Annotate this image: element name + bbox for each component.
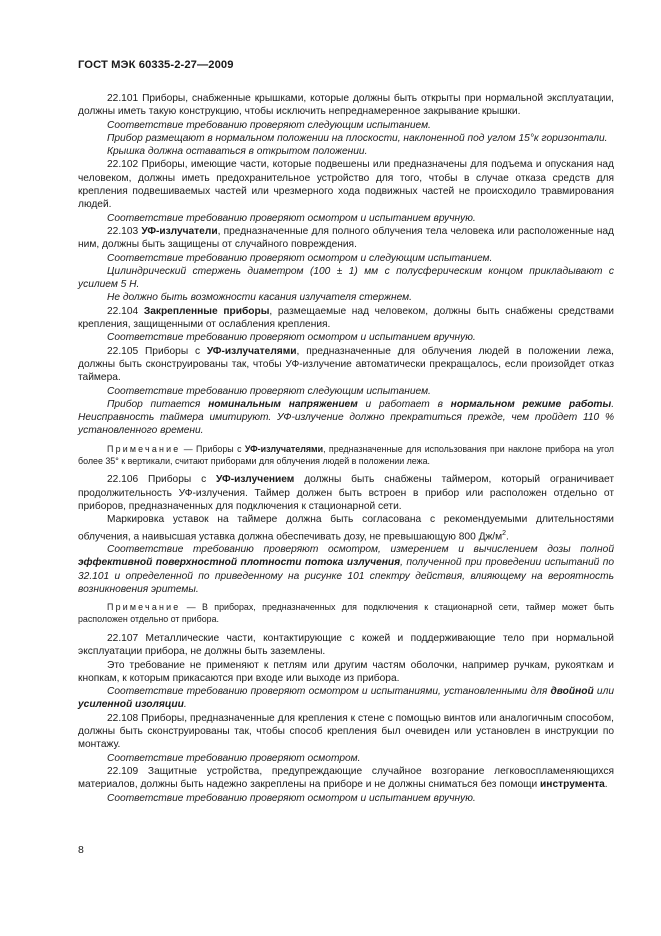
text-run: .	[183, 699, 187, 711]
clause-text: , предназначенные для полного облучения тела человека или расположенные над ним, должны быть защищены от случайного повреждения.	[78, 225, 614, 251]
text-run: Маркировка уставок на таймере должна быть согласована с рекомендуемыми длительностями облучения, а наивысшая уставка должна обеспечивать дозу, не превышающую 800 Дж/м	[78, 514, 614, 542]
compliance-text: Соответствие требованию проверяют следующим испытанием.	[107, 385, 431, 397]
compliance-text: Соответствие требованию проверяют осмотром и следующим испытанием.	[107, 252, 493, 264]
clause-text: , предназначенные для облучения людей в положении лежа, должны быть сконструированы так, чтобы УФ-излучение автоматически прекращалось, если произойдет отказ таймера.	[78, 345, 614, 384]
text-run: .	[506, 530, 509, 542]
text-run: Прибор питается	[107, 398, 209, 410]
term-effective-irradiance: эффективной поверхностной плотности потока излучения	[78, 557, 401, 569]
test-procedure: Прибор размещают в нормальном положении на плоскости, наклоненной под углом 15°к горизонтали.	[107, 132, 608, 144]
clause-22-103	[78, 225, 614, 252]
text-run: Соответствие требованию проверяют осмотром и испытаниями, установленными для	[107, 686, 551, 698]
text-run: , полученной при проведении испытаний по 32.101 и определенной по приведенному на рисунке 101 спектру действия, влияющему на вероятность возникновения эритемы.	[78, 557, 615, 596]
clause-22-104	[78, 305, 614, 332]
term-rated-voltage: номинальным напряжением	[208, 398, 358, 410]
test-procedure: Цилиндрический стержень диаметром (100 ± 1) мм с полусферическим концом прикладывают с усилием 5 Н.	[78, 265, 614, 291]
clause-22-106	[78, 473, 614, 513]
test-procedure	[78, 398, 614, 438]
clause-text: , размещаемые над человеком, должны быть снабжены средствами крепления, защищенными от ослабления крепления.	[78, 305, 614, 331]
note-label: Примечание	[107, 443, 181, 454]
text-run: — Приборы с	[180, 443, 245, 454]
compliance-text: Соответствие требованию проверяют следующим испытанием.	[107, 119, 431, 131]
timer-marking	[78, 513, 614, 543]
term-reinforced-insulation: усиленной изоляции	[78, 699, 184, 711]
document-body	[78, 92, 614, 805]
standard-header: ГОСТ МЭК 60335-2-27—2009	[78, 59, 234, 71]
test-result: Крышка должна оставаться в открытом положении.	[107, 146, 368, 158]
term-tool: инструмента	[540, 779, 605, 791]
term-uv-emitters: УФ-излучатели	[141, 225, 218, 237]
clause-22-108: 22.108 Приборы, предназначенные для крепления к стене с помощью винтов или аналогичным способом, должны быть сконструированы так, чтобы способ крепления был очевиден или установлен в инструкции по монтажу.	[78, 712, 614, 751]
clause-22-109	[78, 765, 614, 792]
text-run: . Неисправность таймера имитируют. УФ-излучение должно прекратиться прежде, чем пройдет 110 % установленного времени.	[78, 398, 615, 437]
clause-number: 22.103	[107, 225, 142, 237]
compliance-text: Соответствие требованию проверяют осмотром и испытанием вручную.	[107, 792, 476, 804]
text-run: 22.106 Приборы с	[107, 474, 217, 486]
clause-22-107: 22.107 Металлические части, контактирующие с кожей и поддерживающие тело при нормальной эксплуатации прибора, не должны быть заземлены.	[78, 632, 614, 658]
term-uv-radiation: УФ-излучением	[216, 474, 295, 486]
test-result: Не должно быть возможности касания излучателя стержнем.	[107, 292, 412, 304]
text-run: .	[604, 779, 608, 791]
clause-22-102: 22.102 Приборы, имеющие части, которые подвешены или предназначены для подъема и опускания над человеком, должны иметь предохранительное устройство для того, чтобы в случае отказа средств для крепления подвешиваемых частей или чрезмерного хода подвижных частей не происходило травмирования людей.	[78, 159, 614, 211]
text-run: должны быть снабжены таймером, который ограничивает продолжительность УФ-излучения. Таймер должен быть встроен в прибор или расположен отдельно от приборов, предназначенных для подключения к стационарной сети.	[78, 474, 614, 512]
page-number: 8	[78, 844, 84, 856]
term-normal-operation: нормальном режиме работы	[450, 398, 612, 410]
clause-22-105	[78, 345, 614, 385]
compliance-text: Соответствие требованию проверяют осмотром.	[107, 752, 361, 764]
text-run: или	[593, 686, 614, 698]
term-uv-emitters: УФ-излучателями	[244, 443, 324, 454]
text-run: 22.109 Защитные устройства, предупреждающие случайное возгорание легковоспламеняющихся материалов, должны быть надежно закреплены на приборе и не должны сниматься без помощи	[78, 765, 614, 791]
compliance-text: Соответствие требованию проверяют осмотром и испытанием вручную.	[107, 332, 476, 344]
clause-22-101: 22.101 Приборы, снабженные крышками, которые должны быть открыты при нормальной эксплуатации, должны иметь такую конструкцию, чтобы исключить непреднамеренное закрывание крышки.	[78, 93, 614, 118]
note-2	[78, 602, 614, 626]
clause-number: 22.104	[107, 305, 144, 317]
compliance-text: Соответствие требованию проверяют осмотром и испытанием вручную.	[107, 212, 476, 224]
term-fixed-appliances: Закрепленные приборы	[143, 305, 270, 317]
term-double-insulation: двойной	[550, 686, 594, 698]
text-run: , предназначенные для использования при наклоне прибора на угол более 35° к вертикали, считают приборами для облучения людей в положении лежа.	[78, 443, 614, 466]
text-run: Соответствие требованию проверяют осмотром, измерением и вычислением дозы полной	[107, 544, 614, 556]
note-1	[78, 444, 614, 468]
text-run: и работает в	[357, 398, 451, 410]
superscript: 2	[502, 529, 507, 537]
note-label: Примечание	[107, 602, 181, 613]
exemption-text: Это требование не применяют к петлям или другим частям оболочки, например ручкам, рукояткам и кнопкам, к которым прикасаются при входе или выходе из прибора.	[78, 659, 614, 684]
clause-text: 22.105 Приборы с	[107, 345, 207, 357]
compliance-text	[78, 685, 614, 712]
compliance-text	[78, 543, 614, 596]
text-run: — В приборах, предназначенных для подключения к стационарной сети, таймер может быть расположен отдельно от прибора.	[78, 602, 614, 625]
term-uv-emitters: УФ-излучателями	[206, 345, 297, 357]
